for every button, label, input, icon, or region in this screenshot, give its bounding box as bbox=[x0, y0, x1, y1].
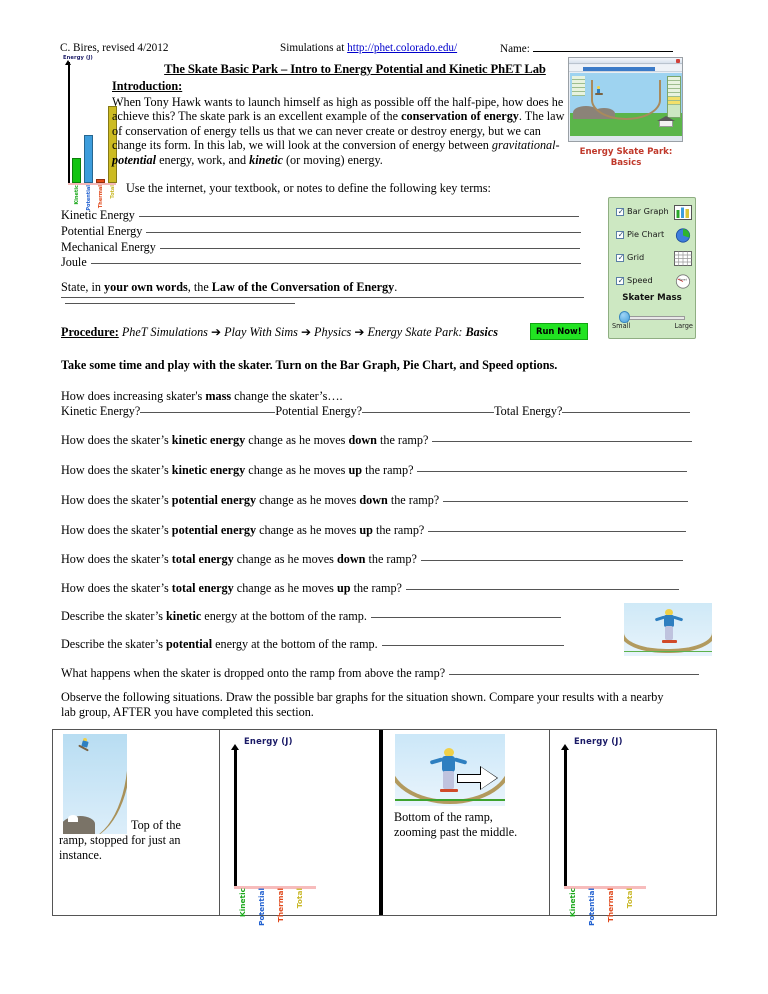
question-text-post: the ramp? bbox=[362, 463, 414, 477]
mass-prompt-pre: How does increasing skater's bbox=[61, 389, 206, 403]
question-text-mid: change as he moves bbox=[233, 552, 337, 566]
situations-table bbox=[52, 729, 717, 926]
pie-chart-icon bbox=[674, 228, 692, 243]
skater-bottom-of-ramp-image bbox=[624, 603, 712, 656]
question-text-post: the ramp? bbox=[372, 523, 425, 537]
intro-line-2a: does he achieve this? The skate park is an excellent example of the bbox=[112, 94, 564, 124]
intro-line-5a: between bbox=[448, 138, 492, 153]
bar-label-total: Total bbox=[295, 888, 304, 909]
slider-track[interactable] bbox=[621, 316, 685, 320]
bar-label-potential: Potential bbox=[257, 888, 266, 926]
mass-prompt-post: change the skater’s…. bbox=[231, 389, 343, 403]
question-text-pre: How does the skater’s bbox=[61, 523, 172, 537]
intro-italic-gravitational: gravitational- bbox=[491, 138, 560, 153]
lab-question bbox=[61, 580, 711, 596]
phet-simulation-thumbnail[interactable] bbox=[568, 57, 683, 142]
question-text-mid: energy at the bottom of the ramp. bbox=[212, 637, 378, 651]
question-answer-rule[interactable] bbox=[449, 665, 699, 675]
table-cell-graph-2 bbox=[550, 730, 716, 926]
question-text-emphasis-1: kinetic energy bbox=[171, 433, 246, 447]
pie-chart-label: Pie Chart bbox=[627, 229, 665, 239]
mass-field-total-label: Total Energy? bbox=[494, 404, 563, 418]
question-text-emphasis-2: up bbox=[336, 581, 351, 595]
key-term-label: Potential Energy bbox=[61, 223, 143, 238]
mini-bar-thermal bbox=[96, 179, 105, 183]
state-bold-own-words: your own words bbox=[104, 280, 188, 294]
question-text-mid: change as he moves bbox=[245, 463, 349, 477]
question-text-pre: Describe the skater’s bbox=[61, 609, 167, 623]
phet-thumbnail-caption bbox=[560, 147, 692, 169]
key-term-answer-rule[interactable] bbox=[146, 223, 581, 233]
skateboard bbox=[662, 640, 677, 643]
bar-graph-label: Bar Graph bbox=[627, 206, 669, 216]
key-term-row bbox=[61, 254, 584, 270]
bar-label-thermal: Thermal bbox=[276, 888, 285, 923]
arrow-icon: ➔ bbox=[300, 325, 311, 339]
intro-bold-conservation: conservation of bbox=[401, 109, 481, 124]
question-text-post: the ramp? bbox=[387, 493, 440, 507]
name-label: Name: bbox=[500, 43, 530, 55]
procedure-step-4: Energy Skate Park: bbox=[367, 325, 463, 339]
key-term-row bbox=[61, 239, 584, 255]
procedure-label: Procedure: bbox=[61, 325, 119, 339]
observe-line-1: Observe the following situations. Draw the possible bar graphs for the situation shown. Compare your results with a nearby bbox=[61, 690, 664, 704]
intro-line-4: energy, but we can change its form. In this lab, we will look at the conversion of energy bbox=[112, 123, 541, 153]
introduction-block bbox=[112, 79, 567, 195]
mini-bar-label-thermal: Thermal bbox=[97, 185, 104, 209]
skater-torso bbox=[442, 756, 455, 772]
mass-prompt-bold: mass bbox=[205, 389, 232, 403]
question-text-emphasis-2: down bbox=[359, 493, 388, 507]
intro-bold-energy: energy bbox=[483, 109, 519, 124]
question-text-emphasis-1: total energy bbox=[171, 552, 234, 566]
question-text-emphasis-2: down bbox=[336, 552, 366, 566]
mini-chart-y-axis bbox=[68, 62, 70, 184]
key-term-label: Joule bbox=[61, 255, 87, 270]
lab-question bbox=[61, 551, 711, 567]
skater-legs bbox=[443, 771, 454, 789]
cell3-caption-line1: Bottom of the ramp, bbox=[394, 810, 493, 824]
state-mid-text: , the bbox=[187, 280, 212, 294]
intro-spacer bbox=[112, 168, 567, 181]
slider-min-label: Small bbox=[612, 322, 631, 330]
run-now-button[interactable]: Run Now! bbox=[530, 323, 588, 340]
question-answer-rule[interactable] bbox=[382, 636, 564, 646]
question-answer-rule[interactable] bbox=[417, 462, 687, 472]
state-answer-rule-second-line[interactable] bbox=[61, 297, 584, 298]
header-author: C. Bires, revised 4/2012 bbox=[60, 42, 169, 54]
introduction-paragraph bbox=[112, 95, 567, 168]
mass-question-prompt bbox=[61, 389, 343, 404]
thumbnail-control-item bbox=[572, 92, 585, 96]
question-text-mid: change as he moves bbox=[256, 493, 360, 507]
procedure-step-2: Play With Sims bbox=[224, 325, 298, 339]
lab-question bbox=[61, 665, 711, 681]
header-name-field bbox=[500, 42, 673, 55]
bar-label-thermal: Thermal bbox=[606, 888, 615, 923]
speed-checkbox[interactable] bbox=[616, 277, 624, 285]
question-text-emphasis-1: kinetic bbox=[166, 609, 202, 623]
question-text-pre: How does the skater’s bbox=[61, 433, 172, 447]
question-answer-rule[interactable] bbox=[432, 432, 692, 442]
grid-icon bbox=[674, 251, 692, 266]
state-post-text: . bbox=[394, 280, 398, 294]
mini-bar-potential bbox=[84, 135, 93, 183]
question-text-pre: How does the skater’s bbox=[61, 552, 172, 566]
question-text-mid: change as he moves bbox=[256, 523, 360, 537]
question-text-emphasis-1: potential energy bbox=[171, 523, 257, 537]
bar-label-total: Total bbox=[625, 888, 634, 909]
control-row-pie-chart[interactable] bbox=[616, 229, 692, 246]
control-row-grid[interactable] bbox=[616, 252, 692, 269]
graph-y-axis-1 bbox=[234, 748, 237, 888]
speedometer-icon bbox=[674, 274, 692, 289]
lab-question bbox=[61, 462, 711, 478]
intro-bolditalic-kinetic: kinetic bbox=[249, 152, 283, 167]
phet-url-link[interactable]: http://phet.colorado.edu/ bbox=[347, 42, 458, 54]
phet-caption-line-1: Energy Skate Park: bbox=[579, 147, 673, 157]
question-text-post: the ramp? bbox=[376, 433, 429, 447]
question-answer-rule[interactable] bbox=[443, 492, 688, 502]
direction-arrow-shaft bbox=[457, 774, 483, 783]
intro-line-5d: energy, work, and bbox=[156, 152, 250, 167]
graph-bar-labels-2 bbox=[568, 888, 658, 926]
skater-mass-title: Skater Mass bbox=[622, 293, 682, 303]
grid-checkbox[interactable] bbox=[616, 254, 624, 262]
name-blank-rule[interactable] bbox=[533, 42, 673, 52]
bar-graph-icon bbox=[674, 205, 692, 220]
intro-line-5f: (or moving) energy. bbox=[282, 152, 383, 167]
key-term-label: Mechanical Energy bbox=[61, 239, 156, 254]
graph-y-axis-2 bbox=[564, 748, 567, 888]
mini-bar-label-total: Total bbox=[109, 185, 116, 199]
ground-line bbox=[395, 799, 505, 801]
sims-prefix-text: Simulations at bbox=[280, 42, 348, 54]
speed-label: Speed bbox=[627, 275, 653, 285]
intro-bolditalic-potential: potential bbox=[112, 152, 157, 167]
question-text-pre: What happens when the skater is dropped onto the ramp from above the ramp? bbox=[61, 666, 446, 680]
graph-title-1: Energy (J) bbox=[244, 736, 293, 746]
hill-snow-cap bbox=[68, 815, 78, 822]
bar-label-kinetic: Kinetic bbox=[568, 888, 577, 917]
question-text-post: the ramp? bbox=[365, 552, 417, 566]
mass-field-potential-label: Potential Energy? bbox=[275, 404, 363, 418]
mini-chart-title: Energy (J) bbox=[63, 55, 93, 61]
skater-figure bbox=[660, 609, 678, 643]
observe-line-2: lab group, AFTER you have completed this section. bbox=[61, 704, 314, 719]
mass-field-kinetic-rule[interactable] bbox=[140, 403, 275, 413]
grid-label: Grid bbox=[627, 252, 645, 262]
thumbnail-left-panel bbox=[572, 76, 585, 106]
thumbnail-address-bar bbox=[583, 67, 655, 71]
skater-figure bbox=[437, 748, 461, 792]
mass-field-kinetic-label: Kinetic Energy? bbox=[61, 404, 141, 418]
skater-legs bbox=[665, 626, 673, 640]
page-header bbox=[60, 42, 720, 56]
graph-title-2: Energy (J) bbox=[574, 736, 623, 746]
skater-mass-slider[interactable] bbox=[619, 313, 687, 321]
bar-label-potential: Potential bbox=[587, 888, 596, 926]
question-text-post: the ramp? bbox=[350, 581, 402, 595]
question-text-emphasis-1: potential bbox=[166, 637, 213, 651]
arrow-icon: ➔ bbox=[354, 325, 365, 339]
svg-text:Speed: Speed bbox=[679, 278, 687, 282]
thumbnail-right-control-panel bbox=[667, 76, 681, 118]
question-text-emphasis-2: up bbox=[359, 523, 373, 537]
mass-answer-row bbox=[61, 403, 690, 419]
question-text-emphasis-2: up bbox=[348, 463, 363, 477]
control-row-speed[interactable] bbox=[616, 275, 692, 292]
intro-line-3b: . The law of conservation of energy tells us that we can never create or destroy bbox=[112, 109, 565, 138]
question-answer-rule[interactable] bbox=[371, 608, 561, 618]
direction-arrow-icon bbox=[481, 767, 497, 789]
bottom-of-ramp-image bbox=[395, 734, 505, 806]
skater-figure bbox=[79, 738, 93, 752]
skateboard bbox=[595, 93, 603, 95]
procedure-step-5: Basics bbox=[465, 325, 498, 339]
control-row-bar-graph[interactable] bbox=[616, 206, 692, 223]
skater-image-ground-line bbox=[624, 651, 712, 653]
procedure-step-3: Physics bbox=[314, 325, 352, 339]
intro-line-1: When Tony Hawk wants to launch himself as high as possible off the half-pipe, how bbox=[112, 94, 524, 109]
mini-bar-kinetic bbox=[72, 158, 81, 183]
mass-field-potential-rule[interactable] bbox=[362, 403, 494, 413]
thumbnail-titlebar bbox=[569, 58, 682, 64]
question-text-mid: change as he moves bbox=[233, 581, 337, 595]
observe-instructions bbox=[61, 690, 716, 719]
question-text-pre: How does the skater’s bbox=[61, 581, 172, 595]
table-cell-bottom-of-ramp bbox=[387, 730, 550, 915]
key-term-answer-rule[interactable] bbox=[91, 254, 581, 264]
state-law-question bbox=[61, 280, 584, 309]
question-text-mid: change as he moves bbox=[245, 433, 349, 447]
state-bold-law: Law of the Conversation of Energy bbox=[211, 280, 395, 294]
pie-chart-checkbox[interactable] bbox=[616, 231, 624, 239]
procedure-step-1: PheT Simulations bbox=[121, 325, 208, 339]
bar-graph-checkbox[interactable] bbox=[616, 208, 624, 216]
lab-question bbox=[61, 636, 711, 652]
question-text-emphasis-1: total energy bbox=[171, 581, 234, 595]
introduction-heading: Introduction: bbox=[112, 79, 183, 93]
bar-label-kinetic: Kinetic bbox=[238, 888, 247, 917]
state-answer-rule[interactable] bbox=[65, 294, 295, 304]
key-term-answer-rule[interactable] bbox=[139, 207, 579, 217]
key-term-label: Kinetic Energy bbox=[61, 208, 135, 222]
thumbnail-house-icon bbox=[657, 115, 675, 127]
thumbnail-bottom-toolbar bbox=[570, 136, 683, 142]
procedure-line bbox=[61, 325, 498, 340]
page-title: The Skate Basic Park – Intro to Energy Potential and Kinetic PhET Lab bbox=[164, 62, 546, 76]
mini-bar-label-potential: Potential bbox=[85, 185, 92, 211]
mini-bar-label-kinetic: Kinetic bbox=[73, 185, 80, 205]
table-cell-graph-1 bbox=[220, 730, 383, 926]
question-answer-rule[interactable] bbox=[406, 580, 679, 590]
question-text-emphasis-1: kinetic energy bbox=[171, 463, 246, 477]
intro-define-terms-line: Use the internet, your textbook, or notes to define the following key terms: bbox=[126, 180, 491, 195]
slider-max-label: Large bbox=[674, 322, 693, 330]
skateboard bbox=[440, 789, 458, 792]
question-answer-rule[interactable] bbox=[421, 551, 683, 561]
lab-question bbox=[61, 492, 711, 508]
arrow-icon: ➔ bbox=[210, 325, 222, 339]
thumbnail-control-item bbox=[668, 101, 680, 105]
question-text-emphasis-1: potential energy bbox=[171, 493, 257, 507]
lab-question bbox=[61, 608, 711, 624]
blank-bar-graph-1[interactable] bbox=[230, 736, 380, 926]
table-cell-top-of-ramp bbox=[53, 730, 220, 915]
phet-caption-line-2: Basics bbox=[610, 158, 642, 168]
question-text-pre: Describe the skater’s bbox=[61, 637, 167, 651]
question-text-pre: How does the skater’s bbox=[61, 493, 172, 507]
thumbnail-close-icon bbox=[676, 59, 680, 63]
question-text-pre: How does the skater’s bbox=[61, 463, 172, 477]
state-pre-text: State, in bbox=[61, 280, 104, 294]
cell3-caption-line2: zooming past the middle. bbox=[394, 825, 518, 839]
graph-bar-labels-1 bbox=[238, 888, 328, 926]
cell1-caption-inline: Top of the bbox=[131, 818, 181, 832]
key-term-row bbox=[61, 207, 584, 223]
thumbnail-skater-figure bbox=[595, 86, 603, 95]
blank-bar-graph-2[interactable] bbox=[560, 736, 710, 926]
key-term-answer-rule[interactable] bbox=[160, 239, 580, 249]
phet-control-panel bbox=[608, 197, 696, 339]
lab-question bbox=[61, 522, 711, 538]
question-text-mid: energy at the bottom of the ramp. bbox=[201, 609, 367, 623]
question-answer-rule[interactable] bbox=[428, 522, 686, 532]
top-of-ramp-image bbox=[63, 734, 127, 834]
take-time-instruction: Take some time and play with the skater. Turn on the Bar Graph, Pie Chart, and Speed options. bbox=[61, 358, 558, 372]
key-terms-list bbox=[61, 207, 584, 270]
lab-question bbox=[61, 432, 711, 448]
question-text-emphasis-2: down bbox=[348, 433, 377, 447]
key-term-row bbox=[61, 223, 584, 239]
mass-field-total-rule[interactable] bbox=[562, 403, 690, 413]
cell1-caption-line3: instance. bbox=[59, 848, 102, 862]
header-simulations bbox=[280, 42, 457, 54]
cell1-caption-line2: ramp, stopped for just an bbox=[59, 833, 181, 847]
